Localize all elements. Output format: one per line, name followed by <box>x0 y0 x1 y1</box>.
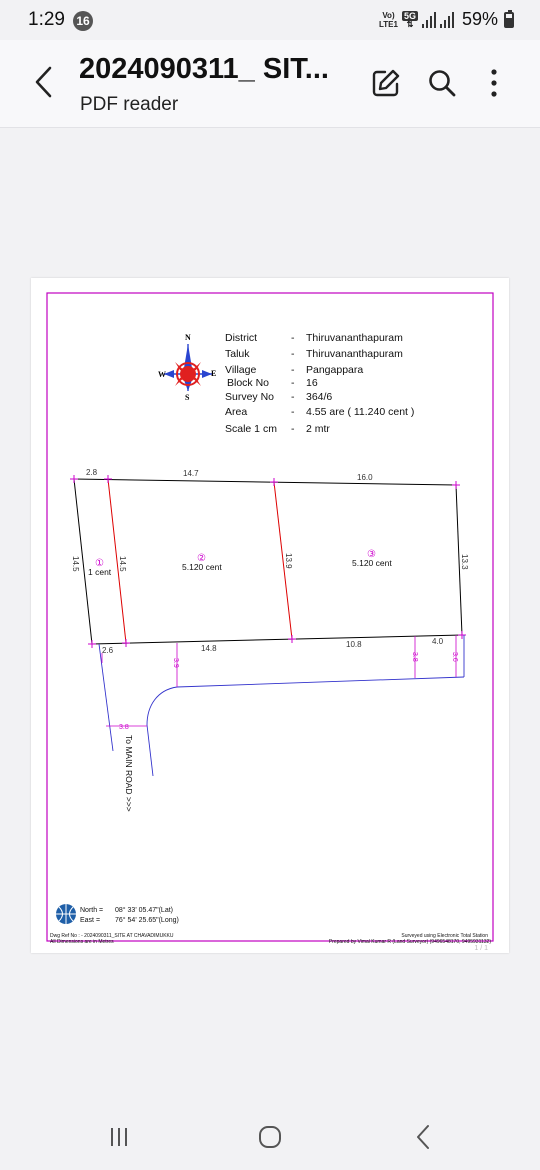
plot-labels <box>88 549 392 577</box>
north-value: 08° 33' 05.47"(Lat) <box>115 907 173 914</box>
dim-side-1: 14.5 <box>71 556 80 572</box>
corner-markers <box>70 475 466 648</box>
info-label-taluk: Taluk <box>225 348 250 360</box>
access-road <box>99 635 464 776</box>
info-sep: - <box>291 332 295 344</box>
info-label-area: Area <box>225 406 248 418</box>
document-subtitle: PDF reader <box>80 94 179 115</box>
surveyed-note: Surveyed using Electronic Total Station <box>401 933 488 939</box>
north-label: North = <box>80 907 104 914</box>
info-sep: - <box>291 364 295 376</box>
globe-icon <box>56 904 76 924</box>
volte-bottom-label: LTE1 <box>378 19 398 29</box>
prepared-by: Prepared by Vimal Kumar R (Land Surveyor) (9496548170, 9495931132) <box>328 939 491 945</box>
info-value-block: 16 <box>306 377 318 389</box>
back-button[interactable] <box>28 64 60 100</box>
info-label-district: District <box>225 332 258 344</box>
road-dim-2: 3.8 <box>119 724 129 731</box>
compass-north-label: N <box>185 333 191 342</box>
info-value-village: Pangappara <box>306 364 364 376</box>
plot-2-area: 5.120 cent <box>182 562 222 572</box>
dimension-labels <box>71 468 469 655</box>
plot-1-area: 1 cent <box>88 567 112 577</box>
plot-3-number: ③ <box>367 549 376 560</box>
status-icons <box>379 9 514 30</box>
signal-1-icon <box>422 12 436 28</box>
back-arrow-icon <box>34 65 54 99</box>
road-dimension-labels <box>119 652 458 731</box>
info-label-survey: Survey No <box>225 391 275 403</box>
info-value-area: 4.55 are ( 11.240 cent ) <box>306 406 415 418</box>
info-label-village: Village <box>225 364 257 376</box>
status-time: 1:29 <box>28 9 65 30</box>
volte-icon <box>379 11 398 29</box>
battery-percent: 59% <box>461 9 498 29</box>
search-button[interactable] <box>425 66 459 100</box>
info-value-survey: 364/6 <box>306 391 333 403</box>
road-dim-1: 3.9 <box>172 658 179 668</box>
site-info-table <box>225 332 414 435</box>
info-sep: - <box>291 391 295 403</box>
edit-icon <box>371 68 401 98</box>
plot-1-number: ① <box>95 558 104 569</box>
dim-top-2: 14.7 <box>183 469 199 478</box>
info-value-scale: 2 mtr <box>306 423 330 435</box>
dwg-ref: Dwg Ref No : - 2024090311_SITE AT CHAVADIMUKKU <box>50 933 174 939</box>
app-toolbar <box>0 40 540 128</box>
coordinates <box>80 906 179 924</box>
network-label: 5G <box>403 10 416 21</box>
info-value-taluk: Thiruvananthapuram <box>306 348 403 360</box>
system-nav-bar <box>0 1100 540 1170</box>
dim-bottom-2: 14.8 <box>201 644 217 653</box>
road-dim-4: 3.6 <box>451 652 458 662</box>
status-bar <box>0 0 540 40</box>
site-plan-drawing <box>31 278 509 953</box>
drawing-footer <box>50 933 491 945</box>
pdf-page[interactable] <box>31 278 509 953</box>
road-dimension-lines <box>102 635 456 726</box>
dim-bottom-4: 4.0 <box>432 637 444 646</box>
info-sep: - <box>291 348 295 360</box>
more-options-button[interactable] <box>477 66 511 100</box>
volte-top-label: Vo) <box>382 10 395 20</box>
recents-button[interactable] <box>99 1122 139 1152</box>
road-dim-3: 3.8 <box>411 652 418 662</box>
main-road-label: To MAIN ROAD >>> <box>124 735 134 812</box>
back-icon <box>415 1124 431 1150</box>
signal-2-icon <box>440 12 454 28</box>
info-value-district: Thiruvananthapuram <box>306 332 403 344</box>
more-vert-icon <box>490 68 498 98</box>
compass-south-label: S <box>185 393 190 402</box>
info-sep: - <box>291 423 295 435</box>
dim-bottom-3: 10.8 <box>346 640 362 649</box>
dims-note: All Dimensions are in Metres <box>50 939 114 945</box>
dim-side-2: 14.5 <box>118 556 127 572</box>
nav-back-button[interactable] <box>403 1122 443 1152</box>
dim-top-3: 16.0 <box>357 473 373 482</box>
info-sep: - <box>291 377 295 389</box>
document-title: 2024090311_ SIT... <box>79 53 329 85</box>
info-label-scale: Scale 1 cm <box>225 423 277 435</box>
home-icon <box>257 1124 283 1150</box>
dim-bottom-1: 2.6 <box>102 646 114 655</box>
notification-badge: 16 <box>73 11 93 31</box>
info-sep: - <box>291 406 295 418</box>
plot-2-number: ② <box>197 553 206 564</box>
info-label-block: Block No <box>227 377 270 389</box>
plot-3-area: 5.120 cent <box>352 558 392 568</box>
east-value: 76° 54' 25.65"(Long) <box>115 917 179 924</box>
battery-icon <box>504 12 514 28</box>
edit-button[interactable] <box>369 66 403 100</box>
compass-west-label: W <box>158 370 166 379</box>
compass-rose-icon <box>158 333 216 402</box>
page-indicator: 1 / 1 <box>474 945 488 952</box>
network-5g-icon: 5G ⇅ <box>403 10 416 29</box>
search-icon <box>427 68 457 98</box>
compass-east-label: E <box>211 369 217 378</box>
dim-side-4: 13.3 <box>460 554 469 570</box>
dim-top-1: 2.8 <box>86 468 98 477</box>
east-label: East = <box>80 917 101 924</box>
plot-boundary <box>74 479 462 644</box>
dim-side-3: 13.9 <box>284 553 293 569</box>
recents-icon <box>107 1126 131 1148</box>
home-button[interactable] <box>250 1122 290 1152</box>
